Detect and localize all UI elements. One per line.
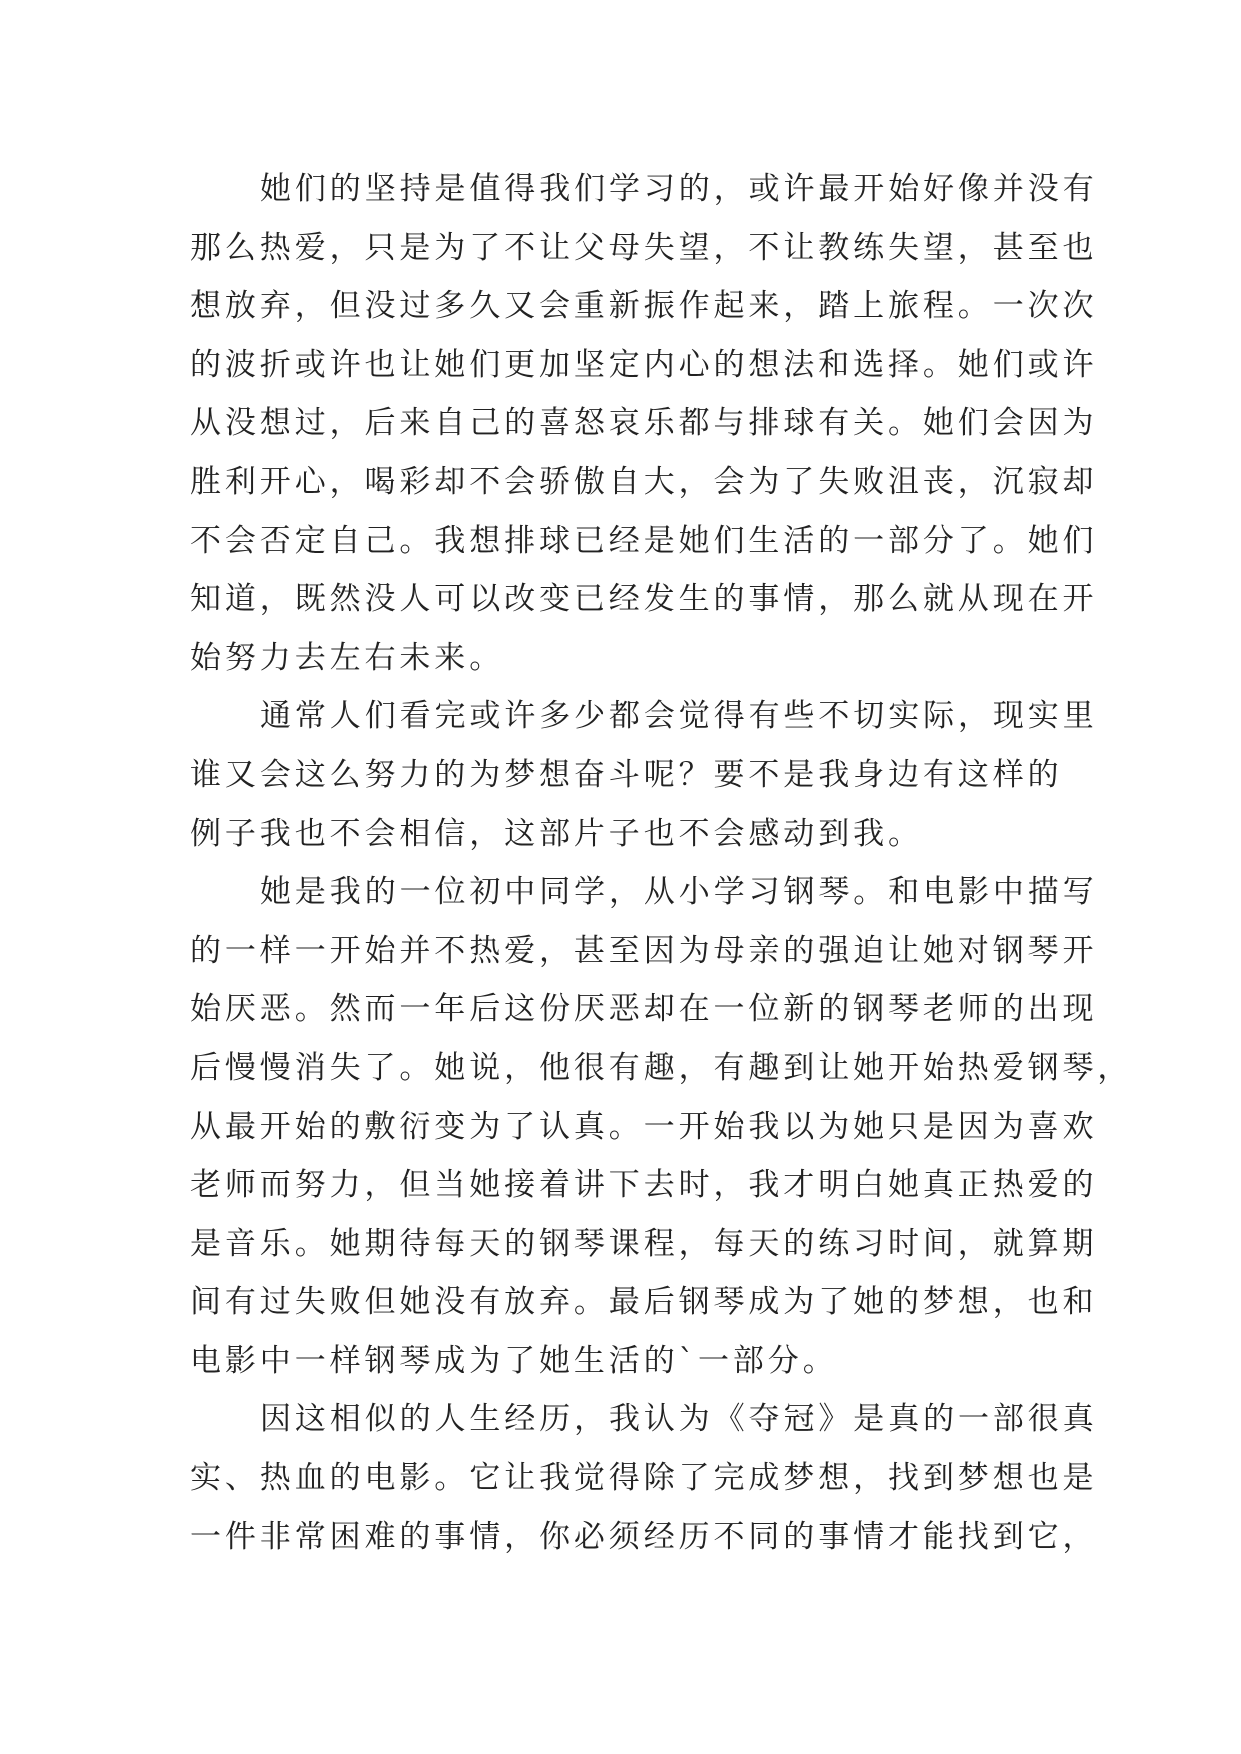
paragraph-3 [190,863,1133,1390]
text-line: 电影中一样钢琴成为了她生活的`一部分。 [190,1342,838,1379]
paragraph-4 [190,1390,1098,1566]
paragraph-1 [190,160,1098,687]
text-line: 她们的坚持是值得我们学习的，或许最开始好像并没有 [260,171,1098,207]
text-line: 通常人们看完或许多少都会觉得有些不切实际，现实里 [260,698,1098,735]
text-line: 的一样一开始并不热爱，甚至因为母亲的强迫让她对钢琴开 [190,932,1098,969]
text-line: 她是我的一位初中同学，从小学习钢琴。和电影中描写 [260,874,1098,911]
text-line: 那么热爱，只是为了不让父母失望，不让教练失望，甚至也 [190,229,1098,266]
text-line: 的波折或许也让她们更加坚定内心的想法和选择。她们或许 [190,346,1098,383]
text-line: 胜利开心，喝彩却不会骄傲自大，会为了失败沮丧，沉寂却 [190,463,1098,500]
text-line: 从没想过，后来自己的喜怒哀乐都与排球有关。她们会因为 [190,405,1098,442]
text-line: 间有过失败但她没有放弃。最后钢琴成为了她的梦想，也和 [190,1284,1098,1321]
text-line: 后慢慢消失了。她说，他很有趣，有趣到让她开始热爱钢琴， [190,1049,1133,1086]
text-line: 老师而努力，但当她接着讲下去时，我才明白她真正热爱的 [190,1167,1098,1204]
text-line: 一件非常困难的事情，你必须经历不同的事情才能找到它， [190,1518,1098,1555]
text-line: 因这相似的人生经历，我认为《夺冠》是真的一部很真 [260,1401,1098,1438]
text-line: 是音乐。她期待每天的钢琴课程，每天的练习时间，就算期 [190,1225,1098,1262]
text-line: 始努力去左右未来。 [190,639,505,676]
text-line: 谁又会这么努力的为梦想奋斗呢？要不是我身边有这样的 [190,756,1063,793]
text-line: 不会否定自己。我想排球已经是她们生活的一部分了。她们 [190,522,1098,559]
text-line: 从最开始的敷衍变为了认真。一开始我以为她只是因为喜欢 [190,1108,1098,1145]
text-line: 知道，既然没人可以改变已经发生的事情，那么就从现在开 [190,581,1098,618]
text-line: 始厌恶。然而一年后这份厌恶却在一位新的钢琴老师的出现 [190,991,1098,1028]
document-body [190,160,1133,1566]
paragraph-2 [190,687,1098,863]
text-line: 想放弃，但没过多久又会重新振作起来，踏上旅程。一次次 [190,288,1098,325]
text-line: 实、热血的电影。它让我觉得除了完成梦想，找到梦想也是 [190,1460,1098,1497]
text-line: 例子我也不会相信，这部片子也不会感动到我。 [190,815,923,852]
